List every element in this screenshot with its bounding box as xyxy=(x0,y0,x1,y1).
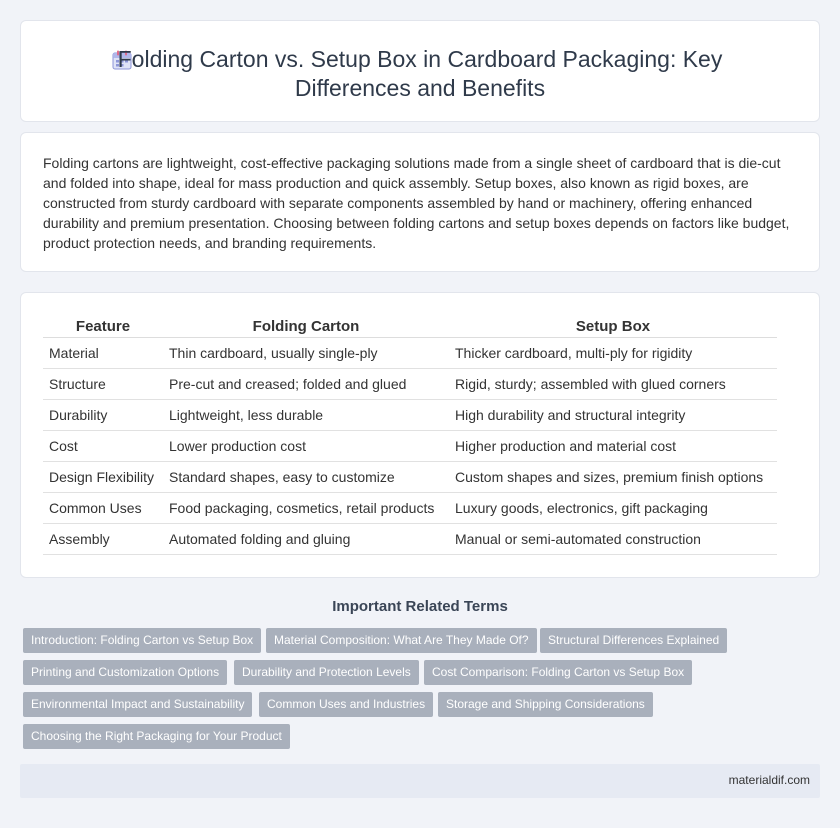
related-term-tag[interactable]: Choosing the Right Packaging for Your Product xyxy=(23,724,290,749)
table-row xyxy=(43,524,777,555)
table-cell: Custom shapes and sizes, premium finish options xyxy=(449,462,777,493)
table-cell: Design Flexibility xyxy=(43,462,163,493)
table-cell: Luxury goods, electronics, gift packaging xyxy=(449,493,777,524)
table-row xyxy=(43,493,777,524)
header-card xyxy=(20,20,820,122)
table-cell: Lower production cost xyxy=(163,431,449,462)
related-term-tag[interactable]: Common Uses and Industries xyxy=(259,692,433,717)
related-term-tag[interactable]: Introduction: Folding Carton vs Setup Box xyxy=(23,628,261,653)
table-cell: Rigid, sturdy; assembled with glued corners xyxy=(449,369,777,400)
related-term-tag[interactable]: Material Composition: What Are They Made Of? xyxy=(266,628,537,653)
table-row xyxy=(43,369,777,400)
table-row xyxy=(43,462,777,493)
table-cell: Material xyxy=(43,338,163,369)
intro-paragraph: Folding cartons are lightweight, cost-effective packaging solutions made from a single sheet of cardboard that is die-cut and folded into shape, ideal for mass production and quick assembly. Setup boxes, also known as rigid boxes, are constructed from sturdy cardboard with separate components assembled by hand or machinery, offering enhanced durability and premium presentation. Choosing between folding cartons and setup boxes depends on factors like budget, product protection needs, and branding requirements. xyxy=(43,155,790,251)
table-cell: Standard shapes, easy to customize xyxy=(163,462,449,493)
intro-card xyxy=(20,132,820,272)
related-term-tag[interactable]: Durability and Protection Levels xyxy=(234,660,419,685)
related-term-tag[interactable]: Structural Differences Explained xyxy=(540,628,727,653)
page-title: Folding Carton vs. Setup Box in Cardboard Packaging: Key Differences and Benefits xyxy=(117,46,723,101)
table-cell: Lightweight, less durable xyxy=(163,400,449,431)
comparison-table xyxy=(43,315,777,555)
comparison-table-card xyxy=(20,292,820,578)
related-term-tag[interactable]: Environmental Impact and Sustainability xyxy=(23,692,252,717)
footer xyxy=(20,764,820,798)
table-cell: Common Uses xyxy=(43,493,163,524)
related-terms-title: Important Related Terms xyxy=(332,598,508,615)
table-cell: High durability and structural integrity xyxy=(449,400,777,431)
table-row xyxy=(43,338,777,369)
table-cell: Cost xyxy=(43,431,163,462)
table-cell: Automated folding and gluing xyxy=(163,524,449,555)
table-cell: Thicker cardboard, multi-ply for rigidity xyxy=(449,338,777,369)
column-header-folding-carton: Folding Carton xyxy=(163,315,449,338)
footer-site-name[interactable]: materialdif.com xyxy=(728,773,810,787)
column-header-setup-box: Setup Box xyxy=(449,315,777,338)
table-header-row xyxy=(43,315,777,338)
table-cell: Higher production and material cost xyxy=(449,431,777,462)
table-cell: Pre-cut and creased; folded and glued xyxy=(163,369,449,400)
table-cell: Thin cardboard, usually single-ply xyxy=(163,338,449,369)
table-row xyxy=(43,400,777,431)
table-row xyxy=(43,431,777,462)
related-term-tag[interactable]: Cost Comparison: Folding Carton vs Setup Box xyxy=(424,660,692,685)
related-term-tag[interactable]: Storage and Shipping Considerations xyxy=(438,692,653,717)
column-header-feature: Feature xyxy=(43,315,163,338)
table-cell: Manual or semi-automated construction xyxy=(449,524,777,555)
table-cell: Durability xyxy=(43,400,163,431)
related-term-tag[interactable]: Printing and Customization Options xyxy=(23,660,227,685)
table-cell: Food packaging, cosmetics, retail products xyxy=(163,493,449,524)
table-cell: Assembly xyxy=(43,524,163,555)
table-cell: Structure xyxy=(43,369,163,400)
